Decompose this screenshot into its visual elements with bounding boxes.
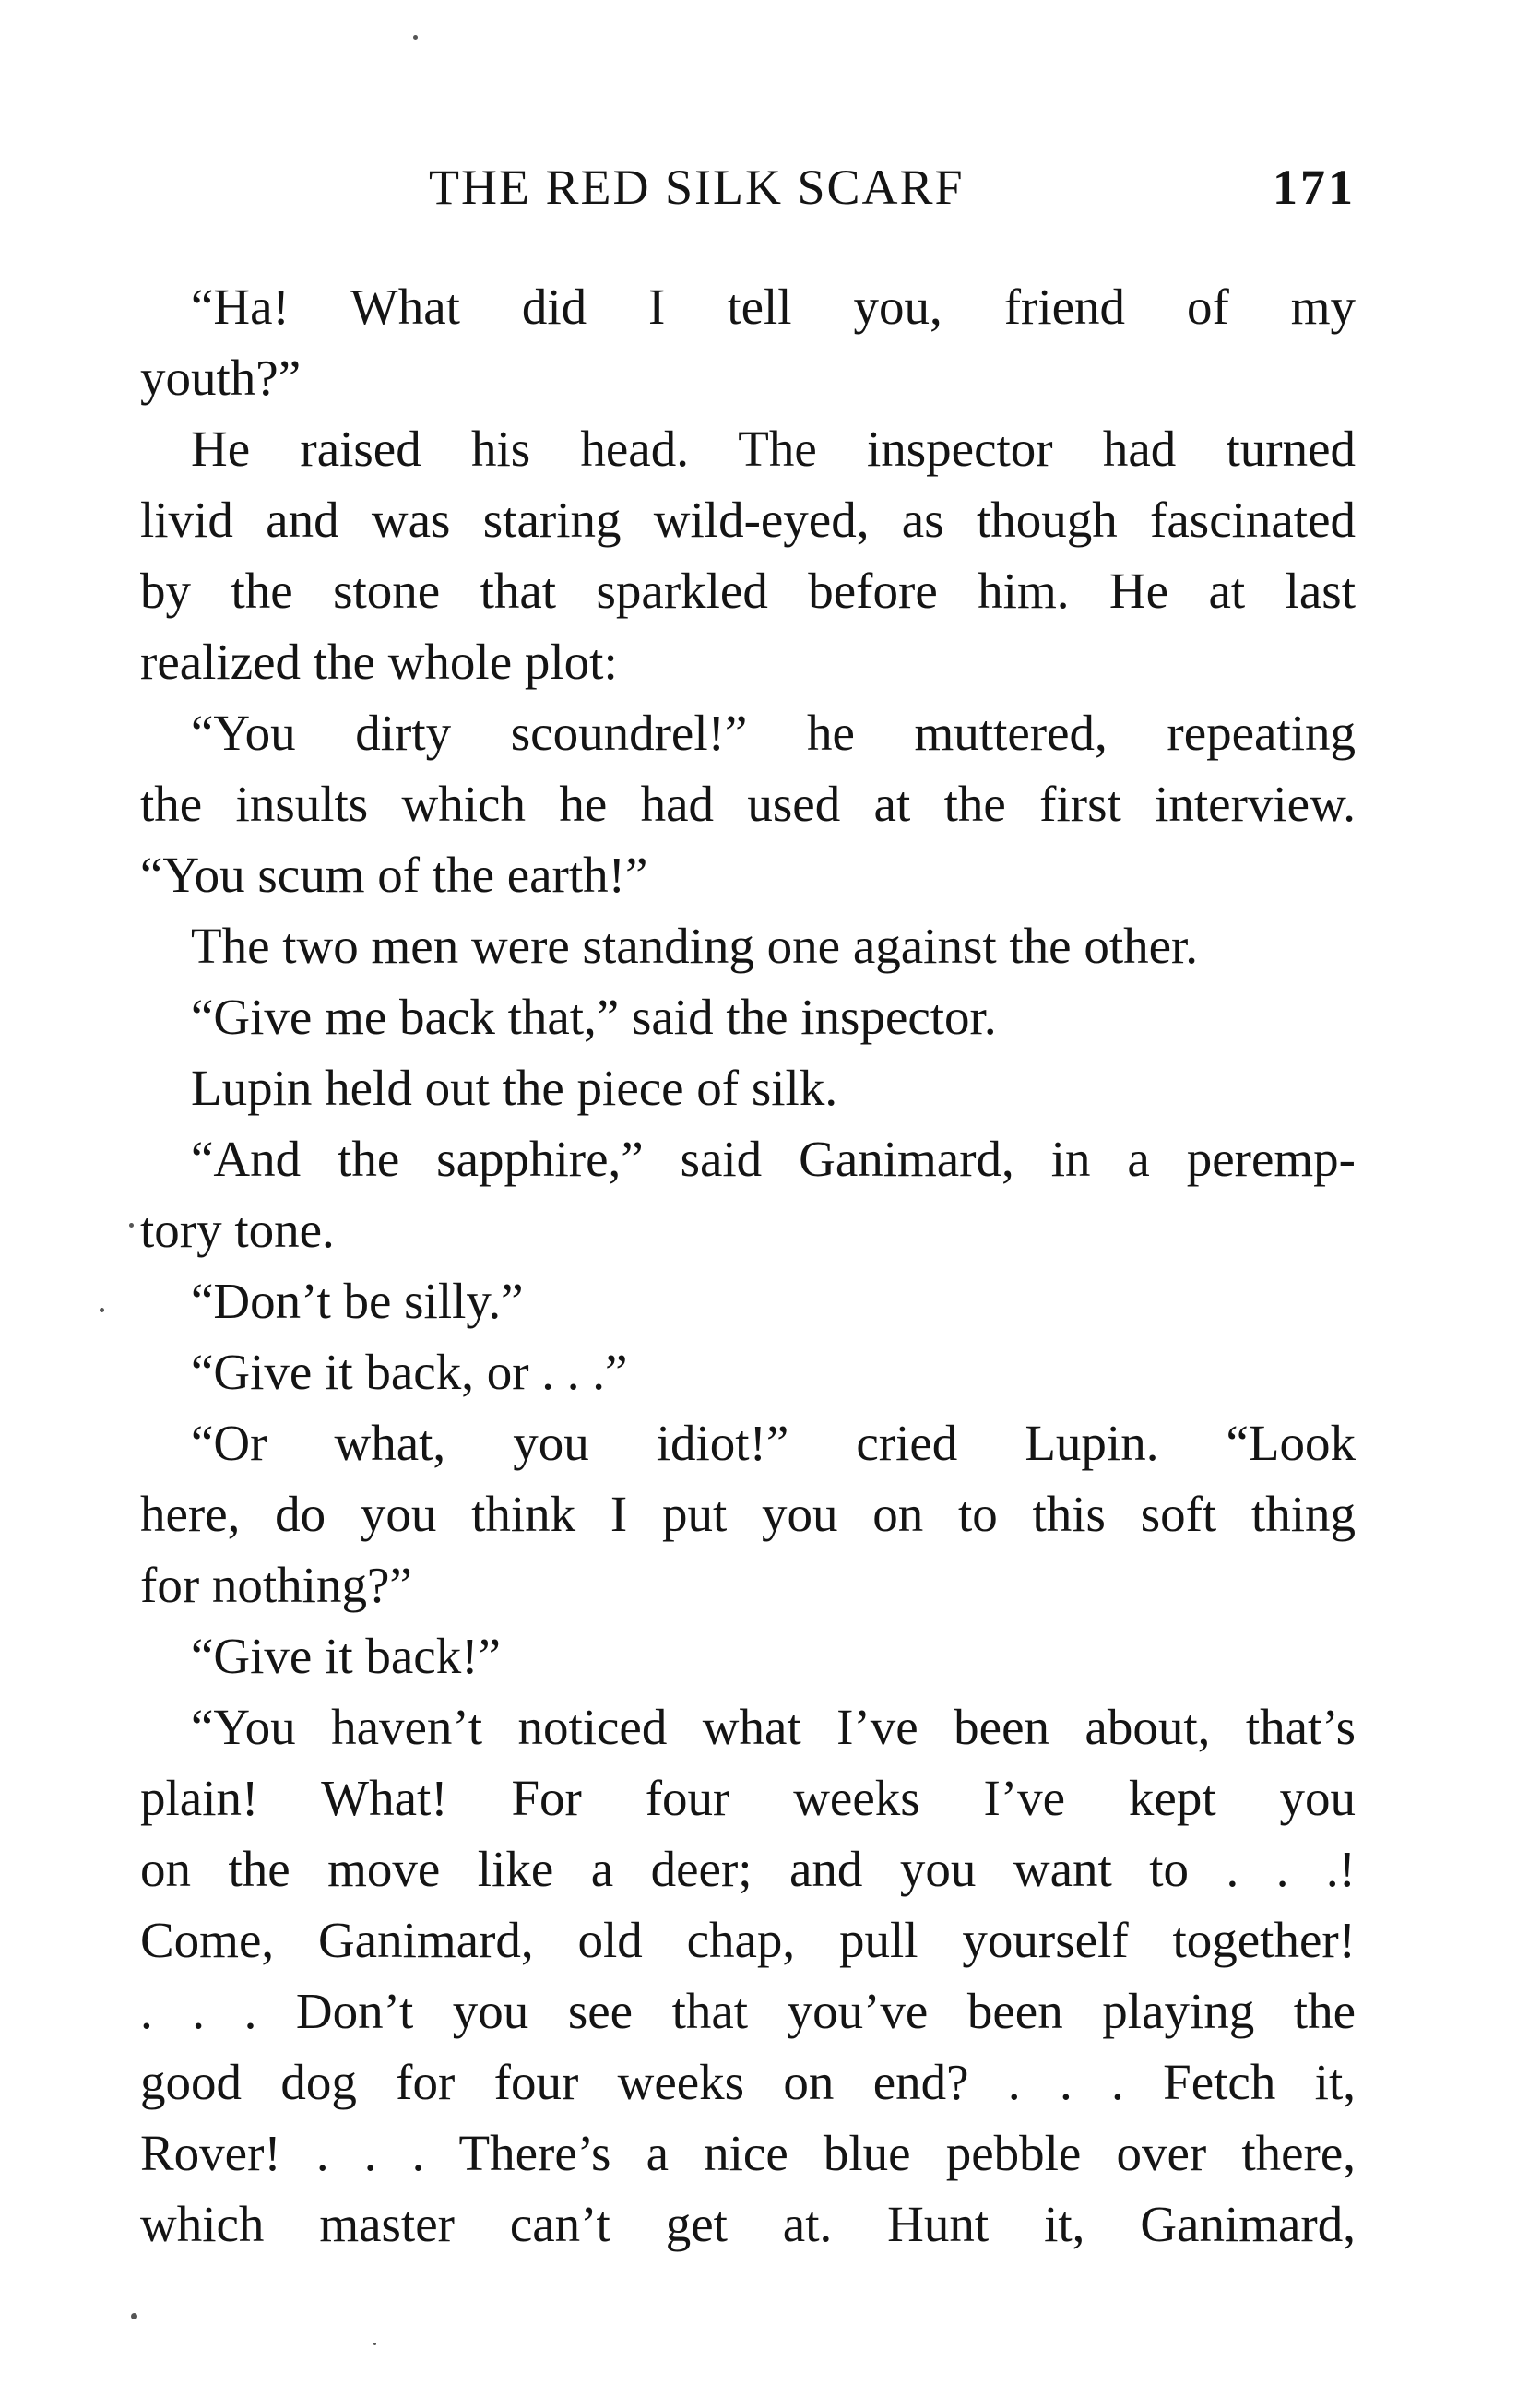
text-line: for nothing?” xyxy=(140,1557,412,1613)
paper-speck xyxy=(373,2343,376,2345)
text-line: “And the sapphire,” said Ganimard, in a peremp- xyxy=(191,1131,1356,1187)
text-line: realized the whole plot: xyxy=(140,634,618,690)
paper-speck xyxy=(131,2313,137,2319)
text-line: by the stone that sparkled before him. He at last xyxy=(140,563,1356,619)
paper-speck xyxy=(413,35,418,40)
text-line: Come, Ganimard, old chap, pull yourself together! xyxy=(140,1912,1356,1968)
running-head xyxy=(138,155,1356,219)
text-line: livid and was staring wild-eyed, as though fascinated xyxy=(140,492,1356,548)
text-line: He raised his head. The inspector had turned xyxy=(191,421,1356,477)
text-line: “Give me back that,” said the inspector. xyxy=(191,989,997,1045)
page-number: 171 xyxy=(1273,160,1356,215)
text-line: “Give it back!” xyxy=(191,1628,501,1684)
text-line: “You haven’t noticed what I’ve been about, that’s xyxy=(191,1699,1356,1755)
text-line: “Or what, you idiot!” cried Lupin. “Look xyxy=(191,1415,1356,1471)
text-line: tory tone. xyxy=(140,1202,335,1258)
text-line: youth?” xyxy=(140,350,302,406)
paper-speck xyxy=(100,1308,104,1312)
text-line: “You dirty scoundrel!” he muttered, repeating xyxy=(191,705,1356,761)
text-line: plain! What! For four weeks I’ve kept you xyxy=(140,1770,1356,1826)
paper-speck xyxy=(129,1223,134,1228)
text-line: here, do you think I put you on to this soft thing xyxy=(140,1486,1356,1542)
text-line: on the move like a deer; and you want to . . .! xyxy=(140,1841,1356,1897)
text-line: Lupin held out the piece of silk. xyxy=(191,1060,838,1116)
body-text xyxy=(140,271,1356,2260)
text-line: The two men were standing one against the other. xyxy=(191,918,1199,974)
text-line: Rover! . . . There’s a nice blue pebble over there, xyxy=(140,2125,1356,2181)
text-line: the insults which he had used at the first interview. xyxy=(140,776,1356,832)
text-line: good dog for four weeks on end? . . . Fetch it, xyxy=(140,2054,1356,2110)
text-line: “Ha! What did I tell you, friend of my xyxy=(191,279,1356,335)
text-line: “You scum of the earth!” xyxy=(140,847,648,903)
text-line: . . . Don’t you see that you’ve been playing the xyxy=(140,1983,1356,2039)
running-title: THE RED SILK SCARF xyxy=(429,160,965,215)
text-line: “Give it back, or . . .” xyxy=(191,1344,628,1400)
text-line: which master can’t get at. Hunt it, Ganimard, xyxy=(140,2196,1356,2252)
text-line: “Don’t be silly.” xyxy=(191,1273,524,1329)
